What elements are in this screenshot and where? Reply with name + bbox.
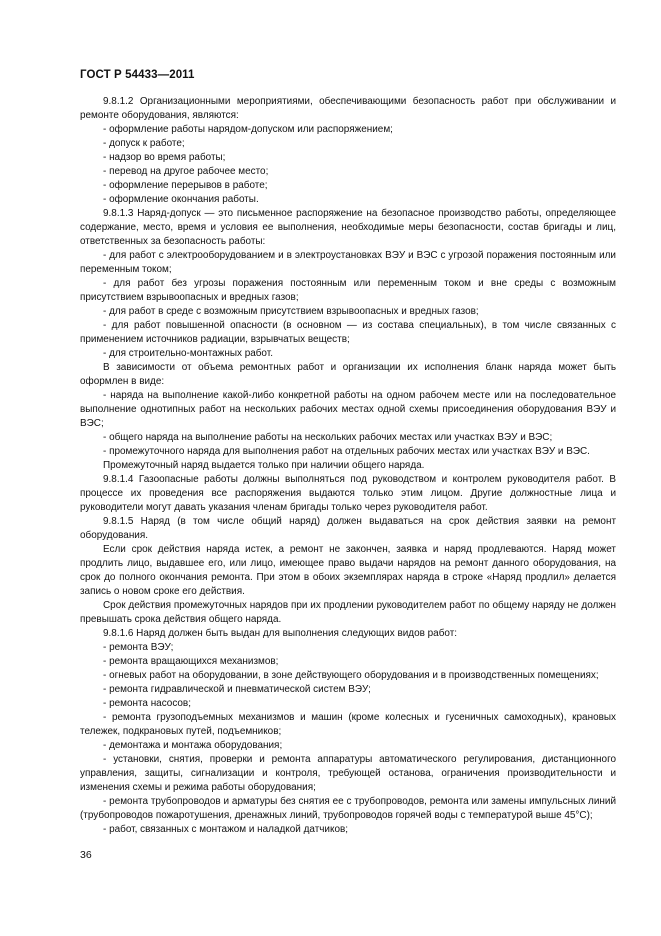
list-item: - установки, снятия, проверки и ремонта аппаратуры автоматического регулирования, дистанционного управления, защиты, сигнализации и контроля, требующей останова, ограничения производительности и изменения схемы и режима работы оборудования; bbox=[80, 754, 616, 793]
list-item: - ремонта вращающихся механизмов; bbox=[103, 656, 279, 667]
document-header: ГОСТ Р 54433—2011 bbox=[80, 69, 195, 81]
list-item: - оформление окончания работы. bbox=[103, 194, 259, 205]
list-item: - демонтажа и монтажа оборудования; bbox=[103, 740, 283, 751]
page-number: 36 bbox=[80, 849, 92, 861]
list-item: - ремонта трубопроводов и арматуры без снятия ее с трубопроводов, ремонта или замены импульсных линий (трубопроводов пожаротушения, дренажных линий, трубопроводов горячей воды с температурой выше 45°C); bbox=[80, 796, 616, 821]
paragraph: 9.8.1.3 Наряд-допуск — это письменное распоряжение на безопасное производство работы, определяющее содержание, место, время и условия ее выполнения, необходимые меры безопасности, состав бригады и лиц, ответственных за безопасность работы: bbox=[80, 208, 616, 247]
paragraph: 9.8.1.4 Газоопасные работы должны выполняться под руководством и контролем руководителя работ. В процессе их проведения все распоряжения выдаются только этим лицом. Другие должностные лица и руководители могут давать указания членам бригады только через руководителя работ. bbox=[80, 474, 616, 513]
list-item: - для работ с электрооборудованием и в электроустановках ВЭУ и ВЭС с угрозой поражения постоянным или переменным током; bbox=[80, 250, 616, 275]
list-item: - общего наряда на выполнение работы на нескольких рабочих местах или участках ВЭУ и ВЭС; bbox=[103, 432, 553, 443]
list-item: - для строительно-монтажных работ. bbox=[103, 348, 273, 359]
list-item: - надзор во время работы; bbox=[103, 152, 226, 163]
list-item: - ремонта ВЭУ; bbox=[103, 642, 174, 653]
list-item: - ремонта насосов; bbox=[103, 698, 191, 709]
list-item: - для работ повышенной опасности (в основном — из состава специальных), в том числе связанных с применением источников радиации, взрывчатых веществ; bbox=[80, 320, 616, 345]
paragraph: Промежуточный наряд выдается только при наличии общего наряда. bbox=[103, 460, 425, 471]
paragraph: Срок действия промежуточных нарядов при их продлении руководителем работ по общему наряду не должен превышать срока действия общего наряда. bbox=[80, 600, 616, 625]
list-item: - перевод на другое рабочее место; bbox=[103, 166, 269, 177]
list-item: - для работ в среде с возможным присутствием взрывоопасных и вредных газов; bbox=[103, 306, 479, 317]
list-item: - ремонта грузоподъемных механизмов и машин (кроме колесных и гусеничных самоходных), крановых тележек, подкрановых путей, подъемников; bbox=[80, 712, 616, 737]
list-item: - огневых работ на оборудовании, в зоне действующего оборудования и в производственных помещениях; bbox=[103, 670, 599, 681]
list-item: - оформление перерывов в работе; bbox=[103, 180, 268, 191]
paragraph: 9.8.1.5 Наряд (в том числе общий наряд) должен выдаваться на срок действия заявки на ремонт оборудования. bbox=[80, 516, 616, 541]
paragraph: Если срок действия наряда истек, а ремонт не закончен, заявка и наряд продлеваются. Наряд может продлить лицо, выдавшее его, или лицо, имеющее право выдачи нарядов на ремонт данного оборудования, на срок до полного окончания ремонта. При этом в обоих экземплярах наряда в строке «Наряд продлил» делается запись о новом сроке его действия. bbox=[80, 544, 616, 597]
list-item: - промежуточного наряда для выполнения работ на отдельных рабочих местах или участках ВЭУ и ВЭС. bbox=[103, 446, 590, 457]
list-item: - оформление работы нарядом-допуском или распоряжением; bbox=[103, 124, 393, 135]
paragraph: В зависимости от объема ремонтных работ и организации их исполнения бланк наряда может быть оформлен в виде: bbox=[80, 362, 616, 387]
list-item: - наряда на выполнение какой-либо конкретной работы на одном рабочем месте или на последовательное выполнение однотипных работ на нескольких рабочих местах одной схемы присоединения оборудования ВЭУ и ВЭС; bbox=[80, 390, 616, 429]
list-item: - ремонта гидравлической и пневматической систем ВЭУ; bbox=[103, 684, 371, 695]
list-item: - работ, связанных с монтажом и наладкой датчиков; bbox=[103, 824, 349, 835]
paragraph: 9.8.1.2 Организационными мероприятиями, обеспечивающими безопасность работ при обслуживании и ремонте оборудования, являются: bbox=[80, 96, 616, 121]
list-item: - для работ без угрозы поражения постоянным или переменным током и вне среды с возможным присутствием взрывоопасных и вредных газов; bbox=[80, 278, 616, 303]
list-item: - допуск к работе; bbox=[103, 138, 185, 149]
paragraph: 9.8.1.6 Наряд должен быть выдан для выполнения следующих видов работ: bbox=[103, 628, 458, 639]
document-body bbox=[80, 95, 616, 837]
